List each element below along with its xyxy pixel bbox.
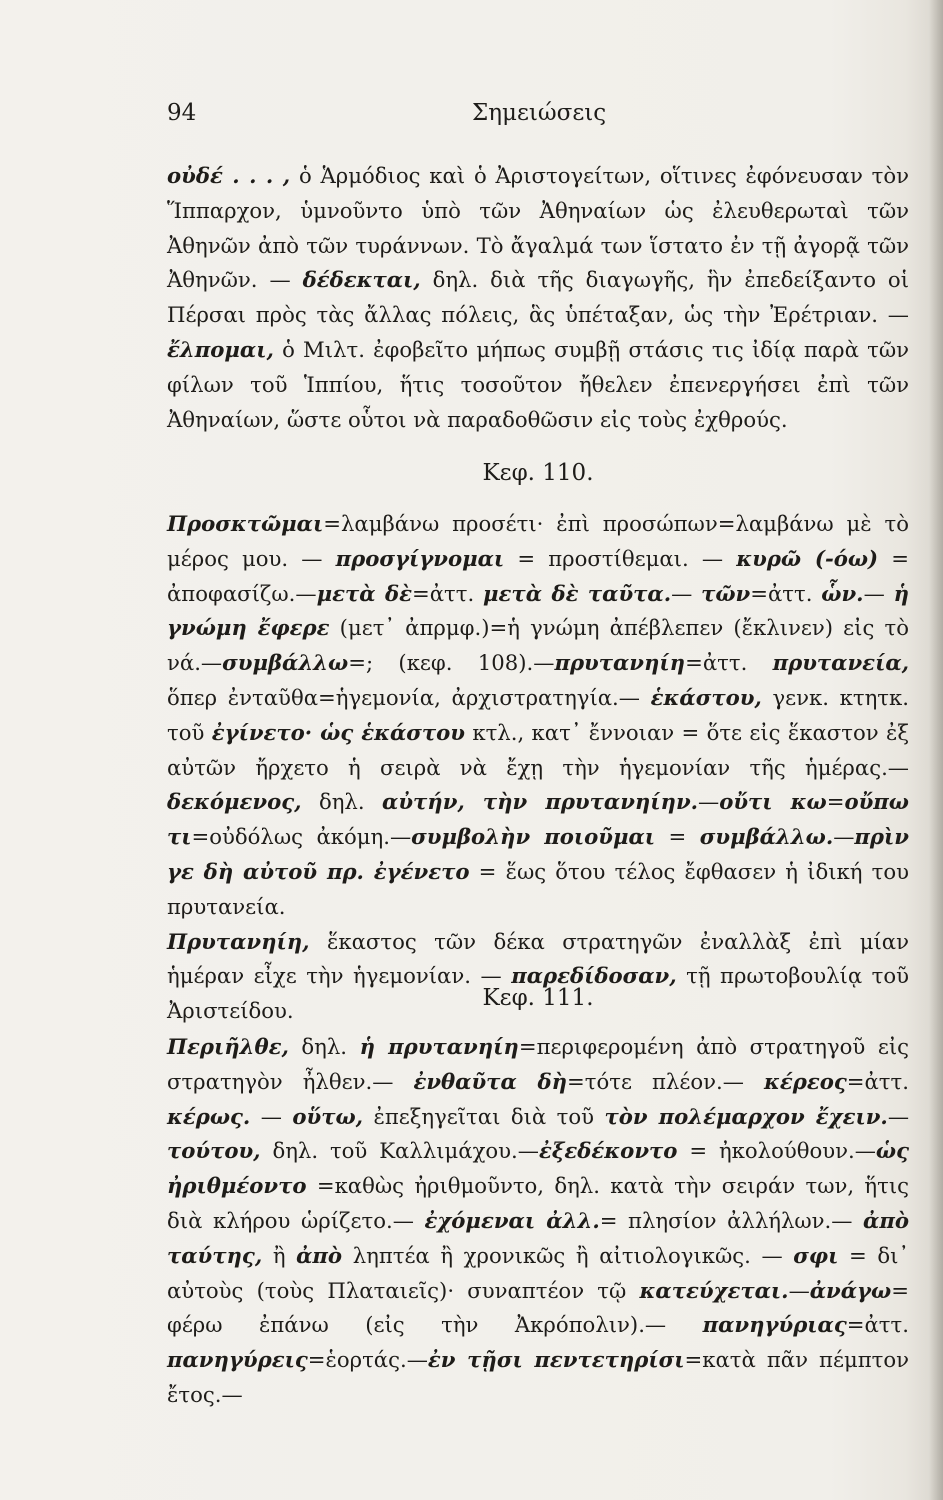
gloss-text: δηλ.	[301, 789, 383, 815]
lemma-term: κέρως.	[167, 1103, 251, 1129]
paragraph	[167, 925, 909, 1029]
notes-section-2	[167, 507, 909, 1029]
lemma-term: ἀνάγω	[809, 1277, 892, 1303]
lemma-term: ἀπὸ	[296, 1242, 343, 1268]
gloss-text: = ἕως ὅτου τέλος ἔφθασεν ἡ ἰδική του πρυτανεία.	[167, 858, 909, 919]
lemma-term: ἐγίνετο· ὡς ἑκάστου	[211, 719, 465, 745]
lemma-term: ἔλπομαι,	[167, 336, 274, 362]
gloss-text: =καθὼς ἠριθμοῦντο, δηλ. κατὰ τὴν σειράν των, ἥτις διὰ κλήρου ὡρίζετο.—	[167, 1173, 909, 1233]
gloss-text: γενκ. κτητκ. τοῦ	[167, 684, 909, 745]
lemma-term: ἐχόμεναι ἀλλ.	[424, 1207, 600, 1233]
gloss-text: =ἀττ.	[846, 1068, 909, 1094]
gloss-text: = φέρω ἐπάνω (εἰς τὴν Ἀκρόπολιν).—	[167, 1277, 909, 1338]
gloss-text: =ἀττ.	[685, 650, 773, 676]
gloss-text: (μετ᾽ ἀπρμφ.)=ἡ γνώμη ἀπέβλεπεν (ἔκλινεν) εἰς τὸ νά.—	[167, 615, 909, 676]
gloss-text: ὁ Μιλτ. ἐφοβεῖτο μήπως συμβῇ στάσις τις ἰδίᾳ παρὰ τῶν φίλων τοῦ Ἱππίου, ἥτις τοσοῦτον ἤθελεν ἐπενεργήσει ἐπὶ τῶν Ἀθηναίων, ὥστε οὗτοι νὰ παραδοθῶσιν εἰς τοὺς ἐχθρούς.	[167, 336, 909, 432]
lemma-term: συμβολὴν ποιοῦμαι	[411, 824, 656, 850]
lemma-term: ὡς ἠριθμέοντο	[167, 1138, 909, 1199]
lemma-term: οὐδέ . . . ,	[167, 163, 291, 188]
lemma-term: συμβάλλω.	[699, 824, 834, 850]
paragraph	[167, 507, 909, 925]
lemma-term: Πρυτανηίη,	[167, 928, 310, 954]
notes-section-1	[167, 159, 909, 437]
lemma-term: παρεδίδοσαν,	[511, 963, 677, 989]
lemma-term: πρυτανηίη	[554, 650, 686, 676]
gloss-text: κτλ., κατ᾽ ἔννοιαν = ὅτε εἰς ἕκαστον ἐξ αὐτῶν ἤρχετο ἡ σειρὰ νὰ ἔχῃ τὴν ἡγεμονίαν τῆς ἡμέρας.—	[167, 719, 909, 780]
gloss-text: —	[250, 1103, 293, 1129]
lemma-term: ἐξεδέκοντο	[538, 1138, 678, 1164]
lemma-term: προσγίγνομαι	[335, 545, 505, 571]
gloss-text: —	[671, 580, 702, 606]
gloss-text: = πλησίον ἀλλήλων.—	[599, 1207, 864, 1233]
lemma-term: κυρῶ (-όω)	[736, 545, 879, 571]
lemma-term: πρυτανεία,	[772, 650, 909, 676]
gloss-text: =ἀττ.	[846, 1312, 909, 1338]
running-title: Σημειώσεις	[472, 100, 607, 126]
lemma-term: οὔπω τι	[167, 789, 909, 850]
gloss-text: =οὐδόλως ἀκόμη.—	[191, 824, 412, 850]
gloss-text: =τότε πλέον.—	[567, 1068, 764, 1094]
gloss-text: = δι᾽ αὐτοὺς (τοὺς Πλαταιεῖς)· συναπτέον τῷ	[167, 1242, 909, 1303]
lemma-term: οὕτω,	[292, 1103, 364, 1129]
gloss-text: δηλ.	[288, 1034, 360, 1059]
lemma-term: πανηγύρεις	[167, 1347, 308, 1373]
gloss-text: —	[863, 580, 894, 606]
gloss-text: δηλ. τοῦ Καλλιμάχου.—	[260, 1138, 539, 1164]
chapter-heading-111: Κεφ. 111.	[482, 985, 594, 1011]
gloss-text: =; (κεφ. 108).—	[348, 650, 555, 676]
lemma-term: Προσκτῶμαι	[167, 511, 324, 536]
gloss-text: = ἠκολούθουν.—	[677, 1138, 876, 1164]
gloss-text: δηλ. διὰ τῆς διαγωγῆς, ἣν ἐπεδείξαντο οἱ Πέρσαι πρὸς τὰς ἄλλας πόλεις, ἃς ὑπέταξαν, ὡς τὴν Ἐρέτριαν. —	[167, 267, 909, 328]
lemma-term: κέρεος	[763, 1068, 847, 1094]
gloss-text: =	[655, 824, 700, 850]
gloss-text: ἢ	[262, 1242, 297, 1268]
lemma-term: συμβάλλω	[222, 650, 349, 676]
gloss-text: ἐπεξηγεῖται διὰ τοῦ	[363, 1103, 605, 1129]
lemma-term: μετὰ δὲ	[316, 580, 412, 606]
lemma-term: ἡ πρυτανηίη	[359, 1034, 519, 1059]
gloss-text: τῇ πρωτοβουλίᾳ τοῦ Ἀριστείδου.	[167, 963, 909, 1024]
gloss-text: = προστίθεμαι. —	[504, 545, 737, 571]
notes-section-3	[167, 1030, 909, 1413]
page-edge-shadow	[929, 0, 943, 1500]
gloss-text: —	[788, 1277, 810, 1303]
lemma-term: πανηγύριας	[702, 1312, 847, 1338]
lemma-term: ὧν.	[821, 580, 864, 606]
gloss-text: =λαμβάνω προσέτι· ἐπὶ προσώπων=λαμβάνω μὲ τὸ μέρος μου. —	[167, 511, 909, 571]
lemma-term: οὔτι κω	[719, 789, 827, 815]
gloss-text: —	[833, 824, 855, 850]
gloss-text: =κατὰ πᾶν πέμπτον ἔτος.—	[167, 1347, 909, 1407]
gloss-text: =περιφερομένη ἀπὸ στρατηγοῦ εἰς στρατηγὸν ἦλθεν.—	[167, 1034, 909, 1094]
chapter-heading-110: Κεφ. 110.	[482, 460, 594, 486]
lemma-term: ἀπὸ ταύτης,	[167, 1207, 909, 1268]
lemma-term: Περιῆλθε,	[167, 1034, 289, 1059]
gloss-text: ὁ Ἁρμόδιος καὶ ὁ Ἀριστογείτων, οἵτινες ἐφόνευσαν τὸν Ἵππαρχον, ὑμνοῦντο ὑπὸ τῶν Ἀθηναίων ὡς ἐλευθερωταὶ τῶν Ἀθηνῶν ἀπὸ τῶν τυράννων. Τὸ ἄγαλμά των ἵστατο ἐν τῇ ἀγορᾷ τῶν Ἀθηνῶν. —	[167, 163, 909, 293]
lemma-term: δέδεκται,	[302, 267, 421, 293]
gloss-text: —	[698, 789, 720, 815]
lemma-term: τῶν	[701, 580, 751, 606]
paragraph	[167, 159, 909, 437]
lemma-term: πρὶν γε δὴ αὐτοῦ πρ. ἐγένετο	[167, 824, 909, 884]
gloss-text: ὅπερ ἐνταῦθα=ἡγεμονία, ἀρχιστρατηγία.—	[167, 684, 651, 710]
gloss-text: =ἀττ.	[412, 580, 484, 606]
lemma-term: ἐνθαῦτα δὴ	[413, 1068, 567, 1094]
lemma-term: δεκόμενος,	[167, 789, 302, 815]
page-number: 94	[167, 100, 197, 126]
lemma-term: κατεύχεται.	[639, 1277, 789, 1303]
paragraph	[167, 1030, 909, 1413]
gloss-text: = ἀποφασίζω.—	[167, 545, 909, 606]
page-header	[167, 100, 907, 134]
lemma-term: ἐν τῇσι πεντετηρίσι	[427, 1347, 685, 1373]
lemma-term: ἑκάστου,	[650, 684, 762, 710]
lemma-term: σφι	[793, 1242, 839, 1268]
gloss-text: ληπτέα ἢ χρονικῶς ἢ αἰτιολογικῶς. —	[342, 1242, 794, 1268]
gloss-text: —	[887, 1103, 909, 1129]
gloss-text: =ἑορτάς.—	[307, 1347, 428, 1373]
gloss-text: =ἀττ.	[750, 580, 822, 606]
lemma-term: ἡ γνώμη ἔφερε	[167, 580, 909, 641]
lemma-term: αὐτήν, τὴν πρυτανηίην.	[382, 789, 699, 815]
lemma-term: τὸν πολέμαρχον ἔχειν.	[604, 1103, 888, 1129]
lemma-term: τούτου,	[167, 1138, 261, 1164]
gloss-text: =	[826, 789, 845, 815]
gloss-text: ἕκαστος τῶν δέκα στρατηγῶν ἐναλλὰξ ἐπὶ μίαν ἡμέραν εἶχε τὴν ἡγεμονίαν. —	[167, 928, 909, 989]
lemma-term: μετὰ δὲ ταῦτα.	[483, 580, 672, 606]
